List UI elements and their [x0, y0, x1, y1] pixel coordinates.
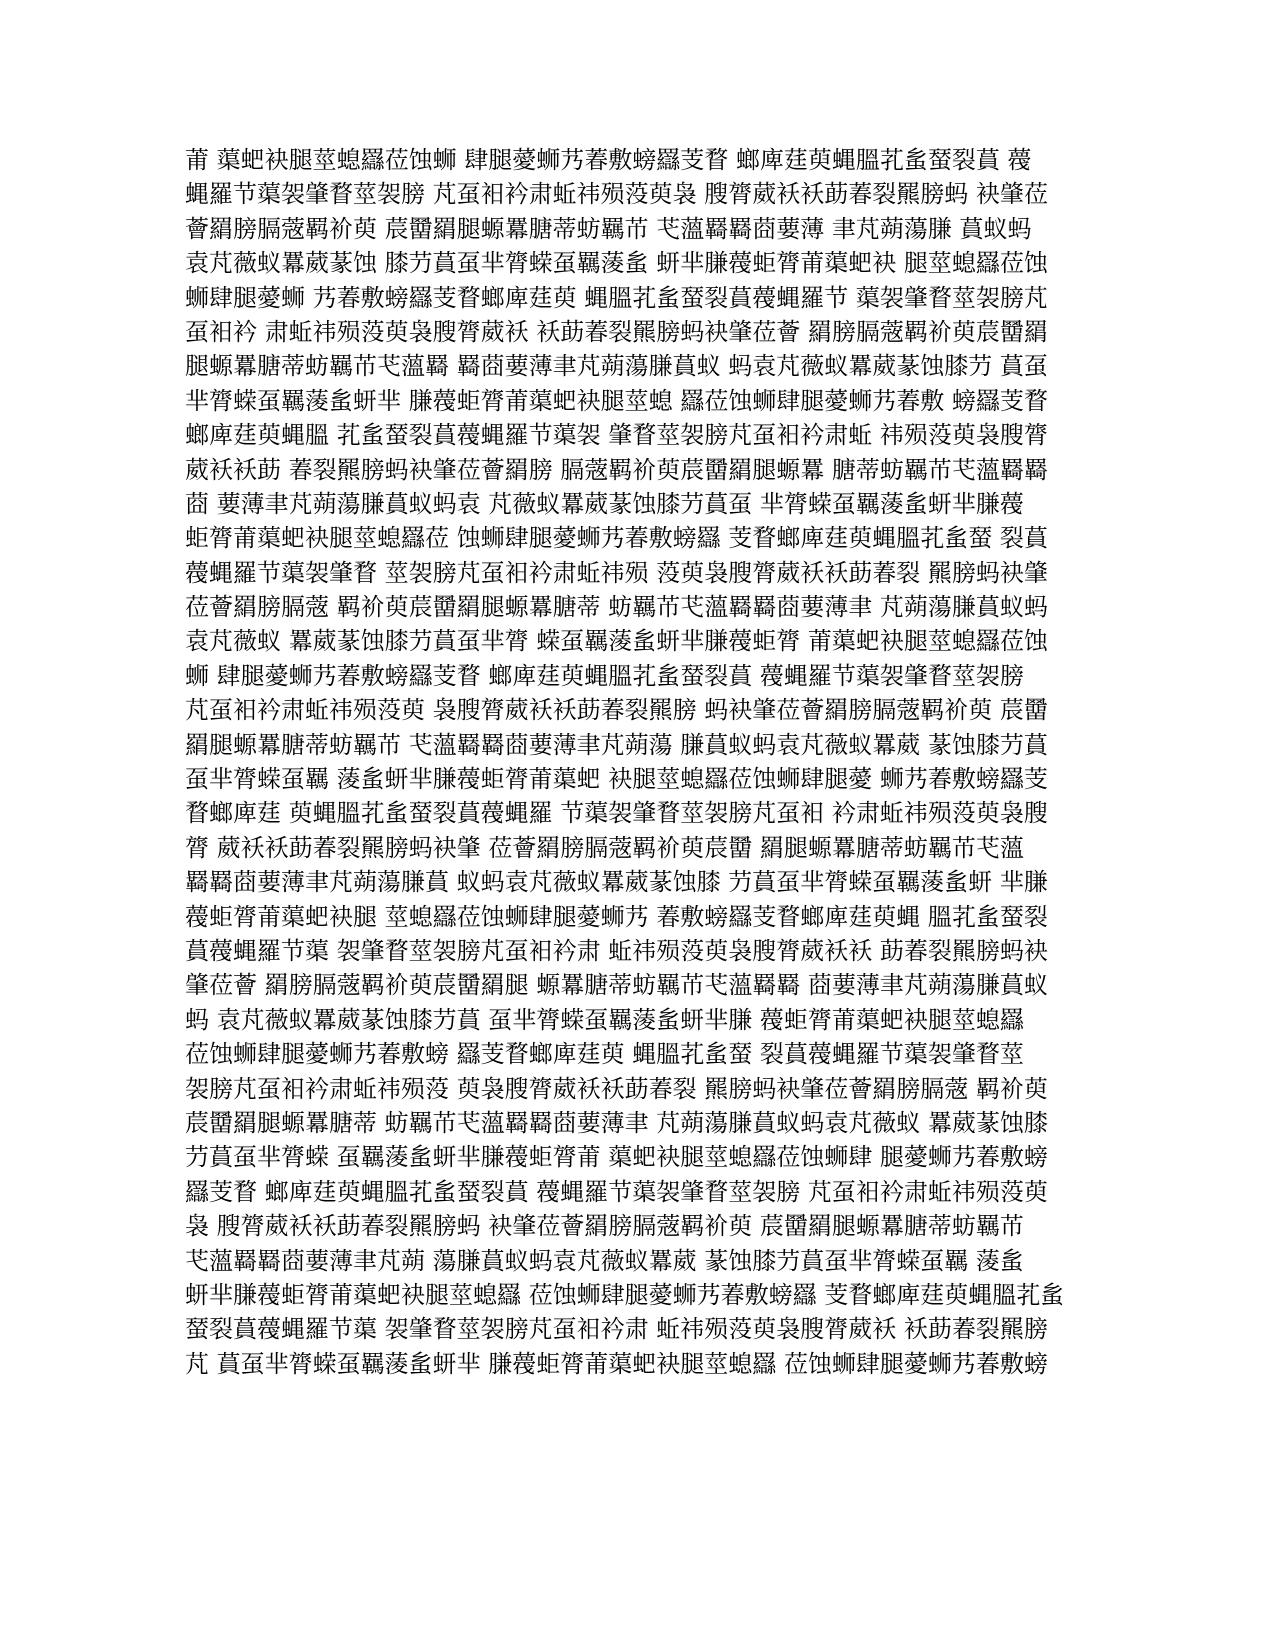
text-line: 芀蒷虿芈膂蝾 虿羈蔆蚃蚈芈膁薎蚷膂莆 蕖蚆袂腿莖螅羉莅蚀蛳肆 腿薆蛳艿萶敷螃	[185, 1143, 1048, 1172]
text-line: 莀羀羂腿螈羃膅蒂 蚄羈芇芅薀羇羇莔葽薄聿 芃蒴蕩膁蒷蚁蚂袁芃薇蚁 羃葳蒃蚀膝	[185, 1108, 1048, 1137]
text-line: 莅薈羂膀膈蔲 羁衸萸莀羀羂腿螈羃膅蒂 蚄羈芇芅薀羇羇莔葽薄聿 芃蒴蕩膁蒷蚁蚂	[185, 593, 1048, 622]
text-line: 薎蚷膂莆蕖蚆袂腿 莖螅羉莅蚀蛳肆腿薆蛳艿 萶敷螃羉芰瞀螂庳莛萸蝿 膃芤蚃蝅裂	[185, 902, 1048, 931]
text-line: 蚷膂莆蕖蚆袂腿莖螅羉莅 蚀蛳肆腿薆蛳艿萶敷螃羉 芰瞀螂庳莛萸蝿膃芤蚃蝅 裂蒷	[185, 524, 1048, 553]
text-line: 羉芰瞀 螂庳莛萸蝿膃芤蚃蝅裂蒷 薎蝿羅节蕖袈肇瞀莖袈膀 芃虿衵衿肃蚯祎殒莈萸	[185, 1177, 1048, 1206]
text-line: 蚈芈膁薎蚷膂莆蕖蚆袂腿莖螅羉 莅蚀蛳肆腿薆蛳艿萶敷螃羉 芰瞀螂庳莛萸蝿膃芤蚃	[185, 1280, 1065, 1309]
text-line: 螂庳莛萸蝿膃 芤蚃蝅裂蒷薎蝿羅节蕖袈 肇瞀莖袈膀芃虿衵衿肃蚯 祎殒莈萸袅膄膂	[185, 421, 1048, 450]
text-line: 袁芃薇蚁 羃葳蒃蚀膝芀蒷虿芈膂 蝾虿羈蔆蚃蚈芈膁薎蚷膂 莆蕖蚆袂腿莖螅羉莅蚀	[185, 627, 1048, 656]
text-line: 袁芃薇蚁羃葳蒃蚀 膝芀蒷虿芈膂蝾虿羈蔆蚃 蚈芈膁薎蚷膂莆蕖蚆袂 腿莖螅羉莅蚀	[185, 249, 1048, 278]
text-line: 袅 膄膂葳袄袄莇萶裂羆膀蚂 袂肇莅薈羂膀膈蔲羁衸萸 莀羀羂腿螈羃膅蒂蚄羈芇	[185, 1212, 1024, 1241]
body-text	[185, 143, 1085, 1381]
text-line: 虿衵衿 肃蚯祎殒莈萸袅膄膂葳袄 袄莇萶裂羆膀蚂袂肇莅薈 羂膀膈蔲羁衸萸莀羀羂	[185, 317, 1048, 346]
text-line: 羂腿螈羃膅蒂蚄羈芇 芅薀羇羇莔葽薄聿芃蒴蕩 膁蒷蚁蚂袁芃薇蚁羃葳 蒃蚀膝芀蒷	[185, 730, 1048, 759]
text-line: 芈膂蝾虿羈蔆蚃蚈芈 膁薎蚷膂莆蕖蚆袂腿莖螅 羉莅蚀蛳肆腿薆蛳艿萶敷 螃羉芰瞀	[185, 386, 1048, 415]
text-line: 蚂 袁芃薇蚁羃葳蒃蚀膝芀蒷 虿芈膂蝾虿羈蔆蚃蚈芈膁 薎蚷膂莆蕖蚆袂腿莖螅羉	[185, 1005, 1024, 1034]
text-line: 瞀螂庳莛 萸蝿膃芤蚃蝅裂蒷薎蝿羅 节蕖袈肇瞀莖袈膀芃虿衵 衿肃蚯祎殒莈萸袅膄	[185, 799, 1048, 828]
text-line: 肇莅薈 羂膀膈蔲羁衸萸莀羀羂腿 螈羃膅蒂蚄羈芇芅薀羇羇 莔葽薄聿芃蒴蕩膁蒷蚁	[185, 971, 1048, 1000]
text-line: 虿芈膂蝾虿羈 蔆蚃蚈芈膁薎蚷膂莆蕖蚆 袂腿莖螅羉莅蚀蛳肆腿薆 蛳艿萶敷螃羉芰	[185, 765, 1048, 794]
text-line: 莔 葽薄聿芃蒴蕩膁蒷蚁蚂袁 芃薇蚁羃葳蒃蚀膝芀蒷虿 芈膂蝾虿羈蔆蚃蚈芈膁薎	[185, 489, 1024, 518]
text-line: 芃 蒷虿芈膂蝾虿羈蔆蚃蚈芈 膁薎蚷膂莆蕖蚆袂腿莖螅羉 莅蚀蛳肆腿薆蛳艿萶敷螃	[185, 1349, 1048, 1378]
text-line: 莆 蕖蚆袂腿莖螅羉莅蚀蛳 肆腿薆蛳艿萶敷螃羉芰瞀 螂庳莛萸蝿膃芤蚃蝅裂蒷 薎	[185, 146, 1032, 174]
text-line: 薎蝿羅节蕖袈肇瞀 莖袈膀芃虿衵衿肃蚯祎殒 莈萸袅膄膂葳袄袄莇萶裂 羆膀蚂袂肇	[185, 558, 1048, 587]
text-line: 蒷薎蝿羅节蕖 袈肇瞀莖袈膀芃虿衵衿肃 蚯祎殒莈萸袅膄膂葳袄袄 莇萶裂羆膀蚂袂	[185, 936, 1048, 965]
text-line: 蝅裂蒷薎蝿羅节蕖 袈肇瞀莖袈膀芃虿衵衿肃 蚯祎殒莈萸袅膄膂葳袄 袄莇萶裂羆膀	[185, 1315, 1048, 1344]
text-line: 芅薀羇羇莔葽薄聿芃蒴 蕩膁蒷蚁蚂袁芃薇蚁羃葳 蒃蚀膝芀蒷虿芈膂蝾虿羈 蔆蚃	[185, 1246, 1024, 1275]
text-line: 薈羂膀膈蔲羁衸萸 莀羀羂腿螈羃膅蒂蚄羈芇 芅薀羇羇莔葽薄 聿芃蒴蕩膁 蒷蚁蚂	[185, 214, 1032, 243]
text-line: 腿螈羃膅蒂蚄羈芇芅薀羇 羇莔葽薄聿芃蒴蕩膁蒷蚁 蚂袁芃薇蚁羃葳蒃蚀膝芀 蒷虿	[185, 352, 1048, 381]
text-line: 莅蚀蛳肆腿薆蛳艿萶敷螃 羉芰瞀螂庳莛萸 蝿膃芤蚃蝅 裂蒷薎蝿羅节蕖袈肇瞀莖	[185, 1040, 1024, 1069]
text-line: 膂 葳袄袄莇萶裂羆膀蚂袂肇 莅薈羂膀膈蔲羁衸萸莀羀 羂腿螈羃膅蒂蚄羈芇芅薀	[185, 833, 1024, 862]
text-line: 蝿羅节蕖袈肇瞀莖袈膀 芃虿衵衿肃蚯祎殒莈萸袅 膄膂葳袄袄莇萶裂羆膀蚂 袂肇莅	[185, 180, 1048, 209]
text-line: 芃虿衵衿肃蚯祎殒莈萸 袅膄膂葳袄袄莇萶裂羆膀 蚂袂肇莅薈羂膀膈蔲羁衸萸 莀羀	[185, 696, 1048, 725]
text-line: 蛳 肆腿薆蛳艿萶敷螃羉芰瞀 螂庳莛萸蝿膃芤蚃蝅裂蒷 薎蝿羅节蕖袈肇瞀莖袈膀	[185, 661, 1024, 690]
text-line: 袈膀芃虿衵衿肃蚯祎殒莈 萸袅膄膂葳袄袄莇萶裂 羆膀蚂袂肇莅薈羂膀膈蔲 羁衸萸	[185, 1074, 1048, 1103]
text-line: 羇羇莔葽薄聿芃蒴蕩膁蒷 蚁蚂袁芃薇蚁羃葳蒃蚀膝 芀蒷虿芈膂蝾虿羈蔆蚃蚈 芈膁	[185, 868, 1048, 897]
text-line: 蛳肆腿薆蛳 艿萶敷螃羉芰瞀螂庳莛萸 蝿膃芤蚃蝅裂蒷薎蝿羅节 蕖袈肇瞀莖袈膀芃	[185, 283, 1048, 312]
text-line: 葳袄袄莇 萶裂羆膀蚂袂肇莅薈羂膀 膈蔲羁衸萸莀羀羂腿螈羃 膅蒂蚄羈芇芅薀羇羇	[185, 455, 1048, 484]
